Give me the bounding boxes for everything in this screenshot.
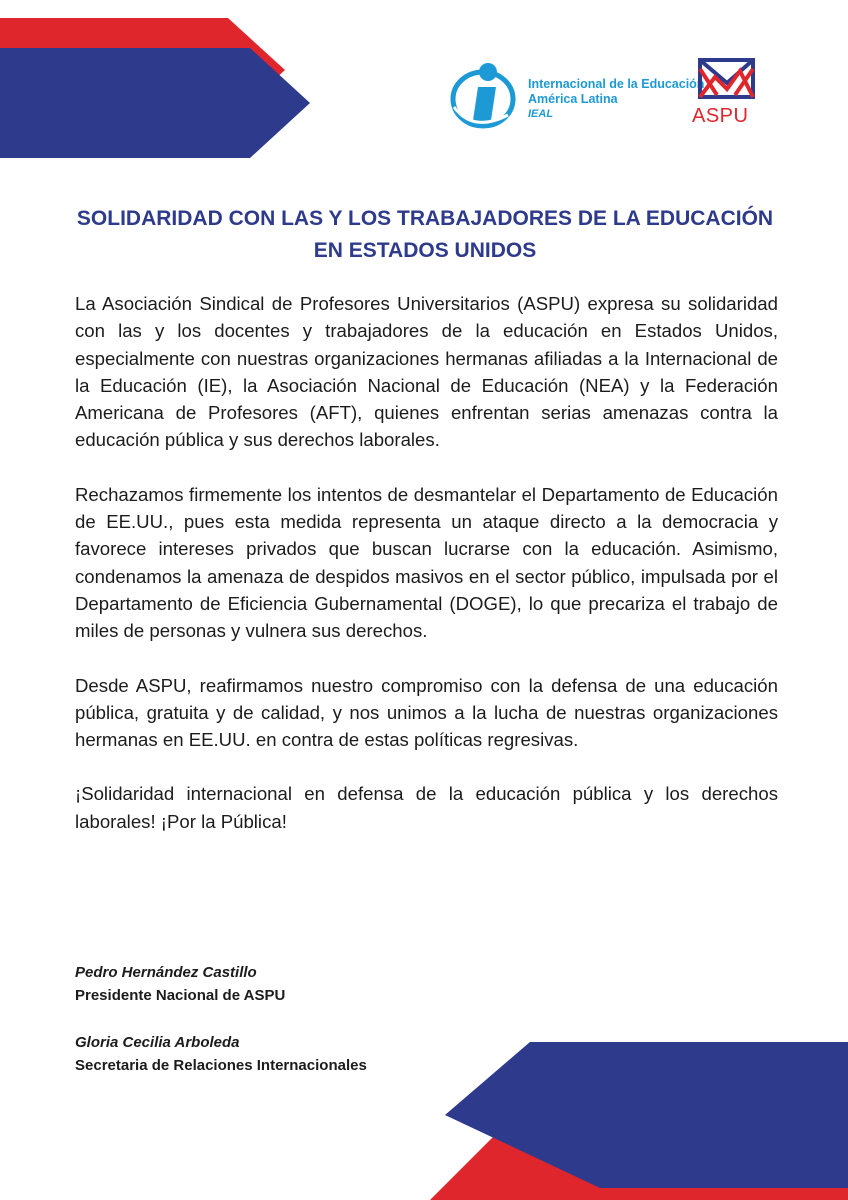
ie-logo-line3: IEAL [528,108,554,120]
paragraph-2: Rechazamos firmemente los intentos de desmantelar el Departamento de Educación de EE.UU., pues esta medida representa un ataque directo a la democracia y favorece intereses privados que buscan lucrarse con la educación. Asimismo, condenamos la amenaza de despidos masivos en el sector público, impulsada por el Departamento de Eficiencia Gubernamental (DOGE), lo que precariza el trabajo de miles de personas y vulnera sus derechos. [75,483,778,642]
page-title: SOLIDARIDAD CON LAS Y LOS TRABAJADORES DE LA EDUCACIÓN EN ESTADOS UNIDOS [76,207,774,262]
ie-logo [448,55,705,135]
aspu-logo [685,55,770,140]
signature-name: Pedro Hernández Castillo [75,964,257,981]
paragraph-1: La Asociación Sindical de Profesores Universitarios (ASPU) expresa su solidaridad con las y los docentes y trabajadores de la educación en Estados Unidos, especialmente con nuestras organizaciones hermanas afiliadas a la Internacional de la Educación (IE), la Asociación Nacional de Educación (NEA) y la Federación Americana de Profesores (AFT), quienes enfrentan serias amenazas contra la educación pública y sus derechos laborales. [75,293,778,451]
paragraph-3: Desde ASPU, reafirmamos nuestro compromiso con la defensa de una educación pública, gratuita y de calidad, y nos unimos a la lucha de nuestras organizaciones hermanas en EE.UU. en contra de estas políticas regresivas. [75,674,778,751]
letter-body [75,290,778,862]
ie-logo-line2: América Latina [528,92,618,106]
top-blue-stripe [0,48,310,158]
signature-role: Presidente Nacional de ASPU [75,987,286,1004]
signature-block-2 [75,1031,367,1077]
aspu-emblem-icon [685,55,770,105]
signature-name: Gloria Cecilia Arboleda [75,1034,240,1051]
signature-role: Secretaria de Relaciones Internacionales [75,1057,367,1074]
signature-block-1 [75,961,285,1007]
ie-emblem-icon [448,55,523,135]
aspu-logo-label: ASPU [692,105,749,127]
paragraph-4: ¡Solidaridad internacional en defensa de la educación pública y los derechos laborales! ¡Por la Pública! [75,783,778,832]
ie-logo-line1: Internacional de la Educación [528,77,705,91]
